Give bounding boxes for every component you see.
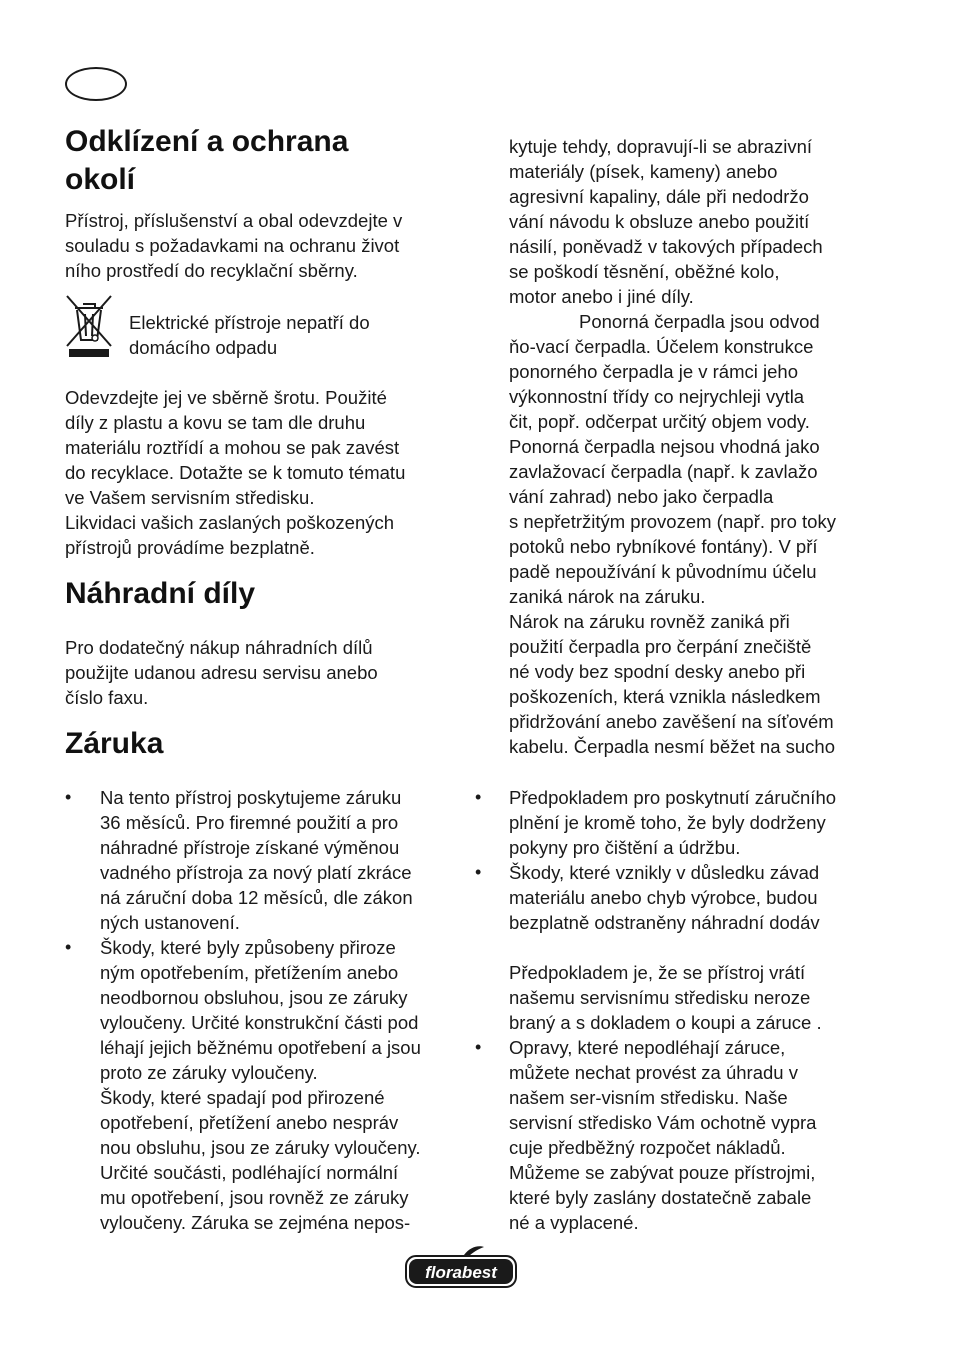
- warranty-bullet-5: [509, 1035, 816, 1235]
- text-line: Na tento přístroj poskytujeme záruku: [100, 787, 402, 808]
- right-paragraph-1: [509, 134, 823, 309]
- text-line: motor anebo i jiné díly.: [509, 286, 694, 307]
- text-line: cuje předběžný rozpočet nákladů.: [509, 1137, 786, 1158]
- text-line: servisní středisko Vám ochotně vypra: [509, 1112, 817, 1133]
- text-line: Ponorná čerpadla nejsou vhodná jako: [509, 436, 820, 457]
- text-line: kabelu. Čerpadla nesmí běžet na sucho: [509, 736, 836, 757]
- text-line: materiály (písek, kameny) anebo: [509, 161, 778, 182]
- bullet-marker: •: [65, 937, 72, 957]
- text-line: neodbornou obsluhou, jsou ze záruky: [100, 987, 408, 1008]
- text-line: Předpokladem pro poskytnutí záručního: [509, 787, 837, 808]
- text-line: díly z plastu a kovu se tam dle druhu: [65, 412, 366, 433]
- spare-parts-body: [65, 635, 378, 710]
- text-line: souladu s požadavkami na ochranu život: [65, 235, 400, 256]
- weee-caption: [129, 310, 370, 360]
- text-line: materiálu anebo chyb výrobce, budou: [509, 887, 818, 908]
- text-line: číslo faxu.: [65, 687, 149, 708]
- text-line: mu opotřebení, jsou rovněž ze záruky: [100, 1187, 409, 1208]
- text-line: poškozeních, která vznikla následkem: [509, 686, 821, 707]
- text-line: náhradné přístroje získané výměnou: [100, 837, 400, 858]
- text-line: zavlažovací čerpadla (např. k zavlažo: [509, 461, 818, 482]
- text-line: né a vyplacené.: [509, 1212, 639, 1233]
- text-line: Odklízení a ochrana: [65, 125, 349, 158]
- text-line: ných ustanovení.: [100, 912, 240, 933]
- text-line: Likvidaci vašich zaslaných poškozených: [65, 512, 395, 533]
- text-line: léhají jejich běžnému opotřebení a jsou: [100, 1037, 421, 1058]
- text-line: do recyklace. Dotažte se k tomuto tématu: [65, 462, 406, 483]
- text-line: bezplatně odstraněny náhradní dodáv: [509, 912, 820, 933]
- text-line: vání návodu k obsluze anebo použití: [509, 211, 810, 232]
- text-line: Pro dodatečný nákup náhradních dílů: [65, 637, 373, 658]
- text-line: zaniká nárok na záruku.: [509, 586, 706, 607]
- bullet-marker: •: [65, 787, 72, 807]
- text-line: Můžeme se zabývat pouze přístrojmi,: [509, 1162, 816, 1183]
- text-line: použití čerpadla pro čerpání znečiště: [509, 636, 812, 657]
- text-line: přidržování anebo zavěšení na síťovém: [509, 711, 834, 732]
- text-line: kytuje tehdy, dopravují-li se abrazivní: [509, 136, 813, 157]
- text-line: vadného přístroja za nový platí zkráce: [100, 862, 412, 883]
- text-line: né vody bez spodní desky anebo při: [509, 661, 806, 682]
- text-line: materiálu roztřídí a mohou se pak zavést: [65, 437, 400, 458]
- heading-spare-parts: Náhradní díly: [65, 577, 256, 610]
- heading-warranty: Záruka: [65, 727, 164, 760]
- warranty-bullet-2: [100, 935, 421, 1235]
- text-line: Odevzdejte jej ve sběrně šrotu. Použité: [65, 387, 387, 408]
- bullet-marker: •: [475, 1037, 482, 1057]
- text-line: agresivní kapaliny, dále při nedodržo: [509, 186, 809, 207]
- text-line: které byly zaslány dostatečně zabale: [509, 1187, 812, 1208]
- text-line: ným opotřebením, přetížením anebo: [100, 962, 399, 983]
- disposal-body: [65, 385, 405, 560]
- text-line: Nárok na záruku rovněž zaniká při: [509, 611, 790, 632]
- text-line: Elektrické přístroje nepatří do: [129, 312, 370, 333]
- text-line: násilí, poněvadž v takových případech: [509, 236, 823, 257]
- text-line: pokyny pro čištění a údržbu.: [509, 837, 741, 858]
- text-line: opotřebení, přetížení anebo nespráv: [100, 1112, 399, 1133]
- text-line: vyloučeny. Určité konstrukční části pod: [100, 1012, 419, 1033]
- text-line: nou obsluhu, jsou ze záruky vyloučeny.: [100, 1137, 421, 1158]
- text-line: ního prostředí do recyklační sběrny.: [65, 260, 358, 281]
- text-line: Ponorná čerpadla jsou odvod: [579, 311, 820, 332]
- heading-disposal: [65, 125, 348, 201]
- text-line: padě nepoužívání k původnímu účelu: [509, 561, 817, 582]
- text-line: Škody, které spadají pod přirozené: [100, 1087, 385, 1108]
- text-line: ve Vašem servisním středisku.: [65, 487, 315, 508]
- bullet-marker: •: [475, 787, 482, 807]
- text-line: Škody, které vznikly v důsledku závad: [509, 862, 820, 883]
- disposal-intro: [65, 208, 402, 283]
- warranty-bullet-1: [100, 785, 413, 935]
- text-line: výkonnostní třídy co nejrychleji vytla: [509, 386, 805, 407]
- text-line: Určité součásti, podléhající normální: [100, 1162, 399, 1183]
- text-line: s nepřetržitým provozem (např. pro toky: [509, 511, 836, 532]
- crossed-out-wheelie-bin-icon: [65, 294, 113, 358]
- brand-text: florabest: [425, 1263, 497, 1282]
- text-line: našemu servisnímu středisku neroze: [509, 987, 811, 1008]
- warranty-bullet-3: [509, 785, 836, 860]
- text-line: našem ser-visním středisku. Naše: [509, 1087, 788, 1108]
- text-line: přístrojů provádíme bezplatně.: [65, 537, 315, 558]
- text-line: okolí: [65, 163, 136, 196]
- text-line: můžete nechat provést za úhradu v: [509, 1062, 798, 1083]
- text-line: Opravy, které nepodléhají záruce,: [509, 1037, 786, 1058]
- text-line: Škody, které byly způsobeny přiroze: [100, 937, 396, 958]
- text-line: použijte udanou adresu servisu anebo: [65, 662, 378, 683]
- text-line: ňo-vací čerpadla. Účelem konstrukce: [509, 336, 814, 357]
- text-line: Předpokladem je, že se přístroj vrátí: [509, 962, 806, 983]
- text-line: Přístroj, příslušenství a obal odevzdejte v: [65, 210, 403, 231]
- text-line: braný a s dokladem o koupi a záruce .: [509, 1012, 822, 1033]
- florabest-logo: [404, 1245, 518, 1289]
- text-line: 36 měsíců. Pro firemné použití a pro: [100, 812, 399, 833]
- text-line: plnění je kromě toho, že byly dodrženy: [509, 812, 826, 833]
- text-line: proto ze záruky vyloučeny.: [100, 1062, 318, 1083]
- text-line: potoků nebo rybníkové fontány). V pří: [509, 536, 818, 557]
- warranty-bullet-4: [509, 860, 820, 935]
- text-line: čit, popř. odčerpat určitý objem vody.: [509, 411, 810, 432]
- language-badge: [65, 67, 127, 101]
- text-line: se poškodí těsnění, oběžné kolo,: [509, 261, 780, 282]
- bullet-marker: •: [475, 862, 482, 882]
- text-line: ná záruční doba 12 měsíců, dle zákon: [100, 887, 413, 908]
- text-line: domácího odpadu: [129, 337, 278, 358]
- text-line: vání zahrad) nebo jako čerpadla: [509, 486, 774, 507]
- text-line: ponorného čerpadla je v rámci jeho: [509, 361, 798, 382]
- warranty-bullet-4-continued: [509, 960, 822, 1035]
- text-line: vyloučeny. Záruka se zejména nepos-: [100, 1212, 411, 1233]
- right-paragraph-2: [509, 309, 836, 759]
